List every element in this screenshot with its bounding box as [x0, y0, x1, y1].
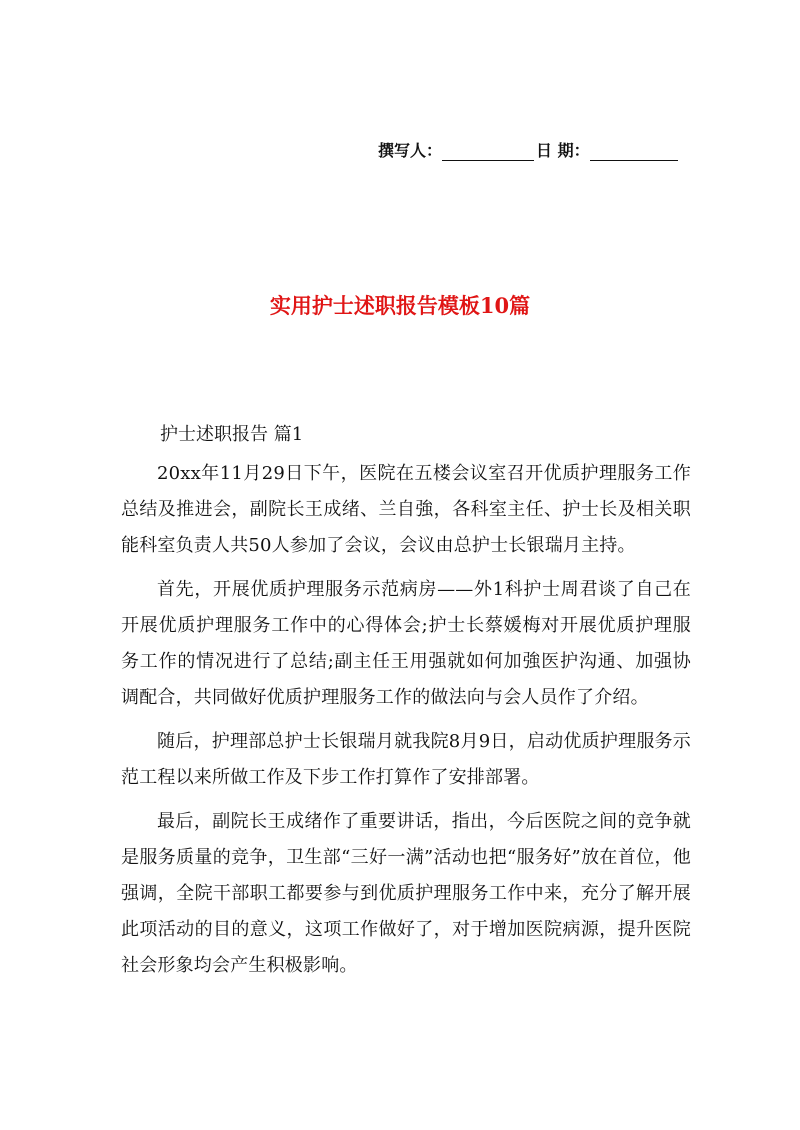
writer-label: 撰写人： — [378, 141, 443, 160]
date-label: 日 期： — [536, 141, 590, 160]
date-blank-field[interactable] — [590, 146, 678, 161]
section-heading: 护士述职报告 篇1 — [160, 424, 304, 445]
report-body — [121, 456, 691, 992]
paragraph-3: 随后，护理部总护士长银瑞月就我院8月9日，启动优质护理服务示范工程以来所做工作及下步工作打算作了安排部署。 — [121, 731, 691, 788]
writer-blank-field[interactable] — [442, 146, 534, 161]
paragraph-1: 20xx年11月29日下午，医院在五楼会议室召开优质护理服务工作总结及推进会，副院长王成绪、兰自強，各科室主任、护士长及相关职能科室负责人共50人参加了会议，会议由总护士长银瑞月主持。 — [121, 463, 691, 556]
paragraph-4: 最后，副院长王成绪作了重要讲话，指出，今后医院之间的竞争就是服务质量的竞争，卫生部“三好一满”活动也把“服务好”放在首位，他强调，全院干部职工都要参与到优质护理服务工作中来，充分了解开展此项活动的目的意义，这项工作做好了，对于增加医院病源，提升医院社会形象均会产生积极影响。 — [121, 811, 691, 976]
paragraph-2: 首先，开展优质护理服务示范病房——外1科护士周君谈了自己在开展优质护理服务工作中的心得体会;护士长蔡媛梅对开展优质护理服务工作的情况进行了总结;副主任王用强就如何加強医护沟通、加强协调配合，共同做好优质护理服务工作的做法向与会人员作了介绍。 — [121, 579, 691, 708]
document-title: 实用护士述职报告模板10篇 — [269, 293, 531, 318]
author-date-line — [378, 138, 678, 161]
